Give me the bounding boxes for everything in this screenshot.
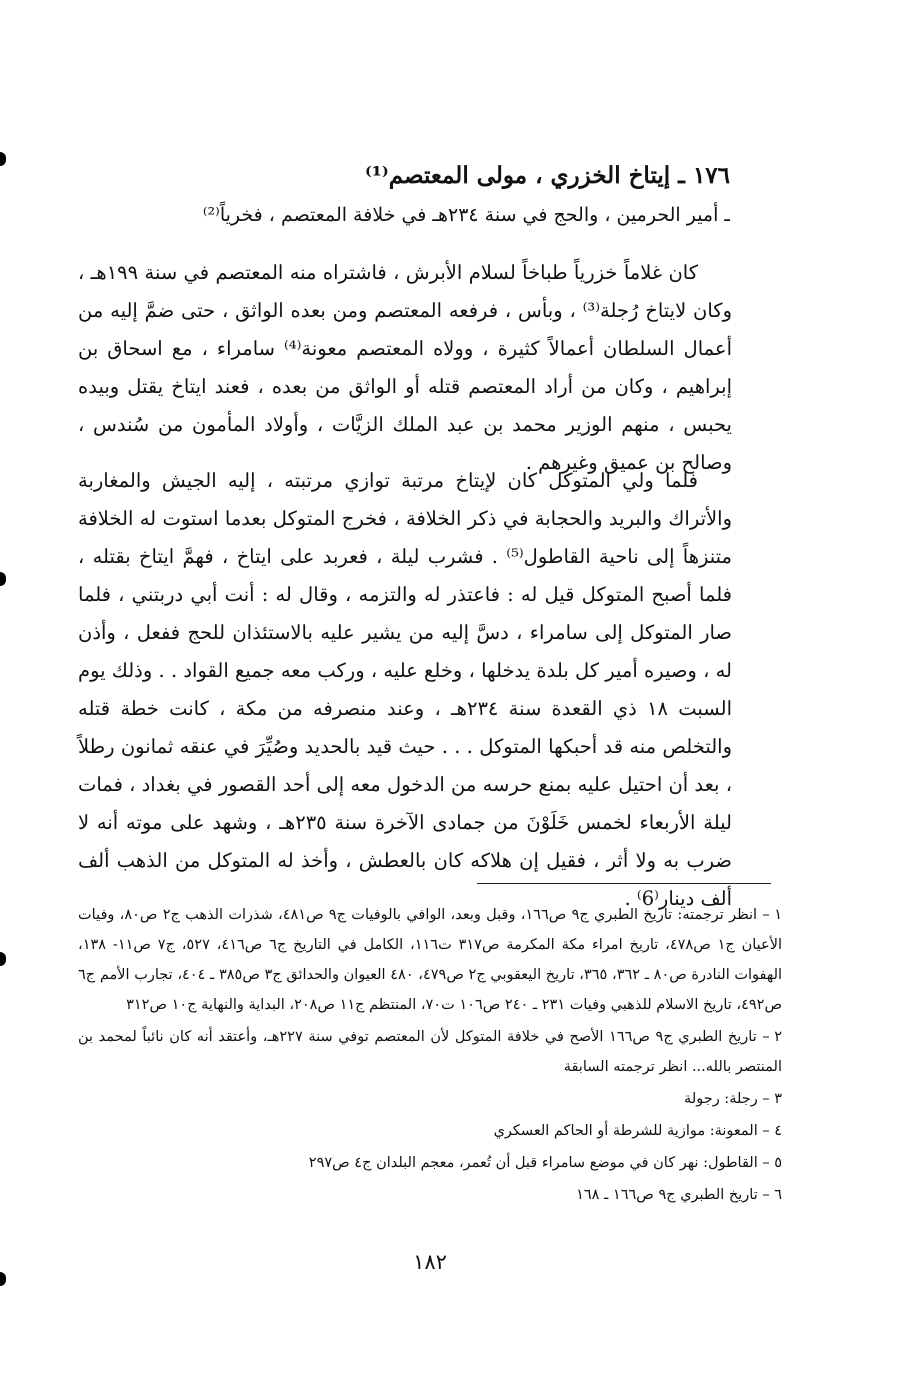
scan-edge-mark xyxy=(0,152,6,166)
footnote-text: المعونة: موازية للشرطة أو الحاكم العسكري xyxy=(493,1123,758,1139)
footnotes xyxy=(78,900,782,1212)
footnote-separator xyxy=(477,883,771,884)
footnote-number: ٣ – xyxy=(762,1091,782,1107)
scan-edge-mark xyxy=(0,1272,6,1286)
footnote-number: ١ – xyxy=(762,907,782,923)
entry-title: ١٧٦ ـ إيتاخ الخزري ، مولى المعتصم⁽¹⁾ xyxy=(364,162,730,189)
page-number: ١٨٢ xyxy=(413,1250,447,1274)
scan-edge-mark xyxy=(0,572,6,586)
body-paragraph-2 xyxy=(78,462,732,918)
footnote-item xyxy=(78,1022,782,1082)
footnote-number: ٤ – xyxy=(762,1123,782,1139)
footnote-text: رجلة: رجولة xyxy=(684,1091,758,1107)
footnote-text: انظر ترجمته: تاريخ الطبري ج٩ ص١٦٦، وقبل وبعد، الوافي بالوفيات ج٩ ص٤٨١، شذرات الذهب ج٢ ص٨٠، وفيات الأعيان ج١ ص٤٧٨، تاريخ امراء مكة المكرمة ص٣١٧ ت١١٦، الكامل في التاريخ ج٦ ص٤١٦، ٥٢٧، ج٧ ص١١- ١٣٨، الهفوات النادرة ص٨٠ ـ ٣٦٢، ٣٦٥، تاريخ اليعقوبي ج٢ ص٤٧٩، ٤٨٠ العيوان والحدائق ج٣ ص٣٨٥ ـ ٤٠٤، تجارب الأمم ج٦ ص٤٩٢، تاريخ الاسلام للذهبي وفيات ٢٣١ ـ ٢٤٠ ص١٠٦ ت٧٠، المنتظم ج١١ ص٢٠٨، البداية والنهاية ج١٠ ص٣١٢ xyxy=(78,907,783,1013)
footnote-item xyxy=(78,900,782,1020)
footnote-number: ٥ – xyxy=(762,1155,782,1171)
footnote-text: تاريخ الطبري ج٩ ص١٦٦ الأصح في خلافة المتوكل لأن المعتصم توفي سنة ٢٢٧هـ، وأعتقد أنه كان نائباً لمحمد بن المنتصر بالله... انظر ترجمته السابقة xyxy=(78,1029,782,1075)
footnote-text: القاطول: نهر كان في موضع سامراء قبل أن تُعمر، معجم البلدان ج٤ ص٢٩٧ xyxy=(308,1155,758,1171)
footnote-text: تاريخ الطبري ج٩ ص١٦٦ ـ ١٦٨ xyxy=(576,1187,758,1203)
paragraph-text: فلما ولي المتوكل كان لإيتاخ مرتبة توازي مرتبته ، إليه الجيش والمغاربة والأتراك والبريد والحجابة في ذكر الخلافة ، فخرج المتوكل بعدما استوت له الخلافة متنزهاً إلى ناحية القاطول⁽⁵⁾ . فشرب ليلة ، فعربد على ايتاخ ، فهمَّ ايتاخ بقتله ، فلما أصبح المتوكل قيل له : فاعتذر له والتزمه ، وقال له : أنت أبي دربتني ، فلما صار المتوكل إلى سامراء ، دسَّ إليه من يشير عليه بالاستئذان للحج ففعل ، وأذن له ، وصيره أمير كل بلدة يدخلها ، وخلع عليه ، وركب معه جميع القواد . . وذلك يوم السبت ١٨ ذي القعدة سنة ٢٣٤هـ ، وعند منصرفه من مكة ، كانت خطة قتله والتخلص منه قد أحبكها المتوكل . . . حيث قيد بالحديد وصُيِّرَ في عنقه ثمانون رطلاً ، بعد أن احتيل عليه بمنع حرسه من الدخول معه إلى أحد القصور في بغداد ، فمات ليلة الأربعاء لخمس خَلَوْنَ من جمادى الآخرة سنة ٢٣٥هـ ، وشهد على موته أنه لا ضرب به ولا أثر ، فقيل إن هلاكه كان بالعطش ، وأخذ له المتوكل من الذهب ألف ألف دينار⁽6⁾ . xyxy=(78,469,732,910)
footnote-item xyxy=(78,1084,782,1114)
footnote-item xyxy=(78,1116,782,1146)
footnote-number: ٢ – xyxy=(762,1029,782,1045)
footnote-number: ٦ – xyxy=(762,1187,782,1203)
entry-subtitle: ـ أمير الحرمين ، والحج في سنة ٢٣٤هـ في خلافة المعتصم ، فخرياً⁽²⁾ xyxy=(202,204,730,226)
scan-edge-mark xyxy=(0,952,6,966)
paragraph-text: كان غلاماً خزرياً طباخاً لسلام الأبرش ، فاشتراه منه المعتصم في سنة ١٩٩هـ ، وكان لايتاخ رُجلة⁽³⁾ ، وبأس ، فرفعه المعتصم ومن بعده الواثق ، حتى ضمَّ إليه من أعمال السلطان أعمالاً كثيرة ، وولاه المعتصم معونة⁽⁴⁾ سامراء ، مع اسحاق بن إبراهيم ، وكان من أراد المعتصم قتله أو الواثق من بعده ، فعند ايتاخ يقتل وبيده يحبس ، منهم الوزير محمد بن عبد الملك الزيَّات ، وأولاد المأمون من سُندس ، وصالح بن عميق وغيرهم . xyxy=(78,261,732,474)
body-paragraph-1 xyxy=(78,254,732,482)
footnote-item xyxy=(78,1180,782,1210)
footnote-item xyxy=(78,1148,782,1178)
